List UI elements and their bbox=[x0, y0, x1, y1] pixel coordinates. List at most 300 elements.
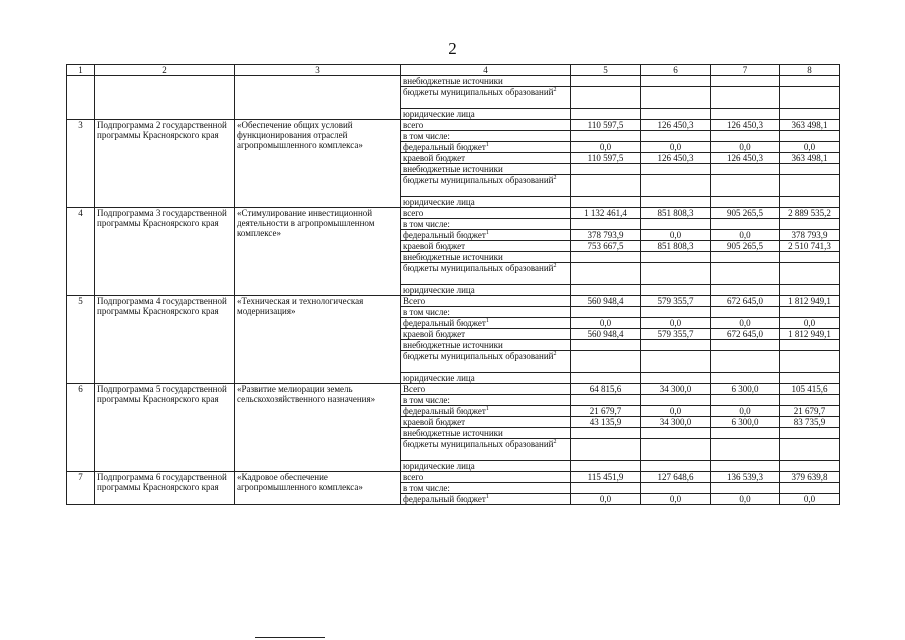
value-v6 bbox=[641, 153, 711, 164]
value-v5-text: 110 597,5 bbox=[587, 153, 624, 163]
footnote-mark: 1 bbox=[485, 318, 489, 324]
value-v5-text: 43 135,9 bbox=[589, 417, 622, 427]
value-v6 bbox=[641, 307, 711, 318]
value-v7 bbox=[711, 439, 780, 461]
value-v7-text: 6 300,0 bbox=[731, 384, 759, 394]
value-v7 bbox=[711, 252, 780, 263]
value-v5 bbox=[571, 340, 641, 351]
value-v6-text: 851 808,3 bbox=[657, 208, 694, 218]
value-v6 bbox=[641, 472, 711, 483]
value-v6-text: 579 355,7 bbox=[657, 296, 694, 306]
value-v7 bbox=[711, 76, 780, 87]
value-v6 bbox=[641, 494, 711, 505]
page-number: 2 bbox=[448, 39, 457, 58]
funding-source-text: юридические лица bbox=[403, 285, 475, 295]
value-v7 bbox=[711, 87, 780, 109]
funding-source-text: в том числе: bbox=[403, 219, 450, 229]
value-v6 bbox=[641, 87, 711, 109]
footnote-mark: 2 bbox=[553, 87, 557, 93]
value-v6 bbox=[641, 131, 711, 142]
value-v7-text: 0,0 bbox=[739, 230, 751, 240]
value-v6-text: 127 648,6 bbox=[657, 472, 694, 482]
value-v5 bbox=[571, 263, 641, 285]
value-v7 bbox=[711, 197, 780, 208]
funding-source-text: бюджеты муниципальных образований bbox=[403, 351, 554, 361]
value-v5 bbox=[571, 76, 641, 87]
value-v5 bbox=[571, 153, 641, 164]
value-v7 bbox=[711, 461, 780, 472]
value-v7 bbox=[711, 164, 780, 175]
program-name bbox=[235, 76, 401, 120]
value-v8-text: 105 415,6 bbox=[791, 384, 828, 394]
funding-source-text: бюджеты муниципальных образований bbox=[403, 175, 554, 185]
value-v5 bbox=[571, 461, 641, 472]
value-v6-text: 126 450,3 bbox=[657, 120, 694, 130]
funding-source bbox=[401, 263, 571, 285]
value-v8 bbox=[780, 263, 840, 285]
value-v8 bbox=[780, 395, 840, 406]
value-v8 bbox=[780, 439, 840, 461]
program-name-text: «Стимулирование инвестиционной деятельности в агропромышленном комплексе» bbox=[237, 208, 375, 238]
value-v8 bbox=[780, 340, 840, 351]
funding-source-text: краевой бюджет bbox=[403, 417, 466, 427]
value-v7-text: 6 300,0 bbox=[731, 417, 759, 427]
value-v5 bbox=[571, 318, 641, 329]
value-v6 bbox=[641, 384, 711, 395]
program-name bbox=[235, 472, 401, 505]
footnote-mark: 2 bbox=[553, 351, 557, 357]
value-v5-text: 110 597,5 bbox=[587, 120, 624, 130]
value-v8 bbox=[780, 307, 840, 318]
value-v8 bbox=[780, 406, 840, 417]
funding-source-text: внебюджетные источники bbox=[403, 76, 503, 86]
value-v8 bbox=[780, 153, 840, 164]
header-col-2: 2 bbox=[95, 65, 235, 76]
funding-source-text: в том числе: bbox=[403, 483, 450, 493]
program-cell bbox=[95, 472, 235, 505]
value-v8-text: 1 812 949,1 bbox=[788, 329, 831, 339]
row-number-text: 7 bbox=[78, 472, 83, 482]
row-number-text: 6 bbox=[78, 384, 83, 394]
value-v8-text: 379 639,8 bbox=[791, 472, 828, 482]
value-v6-text: 0,0 bbox=[669, 494, 682, 504]
footnote-separator bbox=[255, 637, 325, 638]
value-v5-text: 560 948,4 bbox=[587, 329, 624, 339]
value-v7-text: 0,0 bbox=[739, 406, 751, 416]
funding-source bbox=[401, 76, 571, 87]
value-v5 bbox=[571, 296, 641, 307]
value-v8 bbox=[780, 76, 840, 87]
value-v6 bbox=[641, 219, 711, 230]
program-cell-text: Подпрограмма 3 государственной программы Красноярского края bbox=[97, 208, 227, 228]
funding-source-text: всего bbox=[403, 120, 424, 130]
value-v6 bbox=[641, 285, 711, 296]
header-col-1: 1 bbox=[67, 65, 95, 76]
funding-source-text: внебюджетные источники bbox=[403, 252, 503, 262]
value-v5 bbox=[571, 230, 641, 241]
funding-source bbox=[401, 351, 571, 373]
value-v8-text: 2 889 535,2 bbox=[788, 208, 831, 218]
value-v7 bbox=[711, 241, 780, 252]
funding-source-text: в том числе: bbox=[403, 131, 450, 141]
footnote-mark: 1 bbox=[485, 494, 489, 500]
value-v6 bbox=[641, 406, 711, 417]
value-v7 bbox=[711, 351, 780, 373]
funding-source bbox=[401, 406, 571, 417]
funding-source-text: бюджеты муниципальных образований bbox=[403, 263, 554, 273]
value-v6 bbox=[641, 164, 711, 175]
funding-source-text: Всего bbox=[403, 384, 426, 394]
program-cell bbox=[95, 384, 235, 472]
value-v8 bbox=[780, 384, 840, 395]
value-v7-text: 136 539,3 bbox=[727, 472, 763, 482]
row-number bbox=[67, 208, 95, 296]
funding-source bbox=[401, 494, 571, 505]
funding-table bbox=[66, 64, 840, 505]
value-v5 bbox=[571, 329, 641, 340]
value-v7 bbox=[711, 230, 780, 241]
value-v6 bbox=[641, 417, 711, 428]
value-v8 bbox=[780, 120, 840, 131]
value-v6 bbox=[641, 340, 711, 351]
funding-source-text: всего bbox=[403, 472, 424, 482]
row-number bbox=[67, 296, 95, 384]
value-v8 bbox=[780, 329, 840, 340]
value-v5 bbox=[571, 131, 641, 142]
program-cell-text: Подпрограмма 6 государственной программы Красноярского края bbox=[97, 472, 227, 492]
footnote-mark: 1 bbox=[485, 406, 489, 412]
value-v7 bbox=[711, 142, 780, 153]
program-name-text: «Кадровое обеспечение агропромышленного комплекса» bbox=[237, 472, 363, 492]
value-v7 bbox=[711, 417, 780, 428]
value-v7-text: 126 450,3 bbox=[727, 153, 763, 163]
funding-source bbox=[401, 219, 571, 230]
value-v6 bbox=[641, 208, 711, 219]
value-v8 bbox=[780, 197, 840, 208]
funding-source bbox=[401, 285, 571, 296]
header-col-5: 5 bbox=[571, 65, 641, 76]
header-col-4: 4 bbox=[401, 65, 571, 76]
funding-source bbox=[401, 384, 571, 395]
value-v8 bbox=[780, 351, 840, 373]
funding-source bbox=[401, 483, 571, 494]
funding-source bbox=[401, 208, 571, 219]
value-v7 bbox=[711, 318, 780, 329]
row-number bbox=[67, 120, 95, 208]
funding-source-text: юридические лица bbox=[403, 197, 475, 207]
program-name-text: «Обеспечение общих условий функционирования отраслей агропромышленного комплекса» bbox=[237, 120, 363, 150]
value-v5 bbox=[571, 109, 641, 120]
funding-source-text: в том числе: bbox=[403, 395, 450, 405]
funding-source bbox=[401, 395, 571, 406]
value-v6 bbox=[641, 109, 711, 120]
value-v8-text: 363 498,1 bbox=[791, 120, 828, 130]
value-v7-text: 0,0 bbox=[739, 318, 751, 328]
funding-source-text: Всего bbox=[403, 296, 426, 306]
row-number-text: 4 bbox=[78, 208, 83, 218]
value-v8 bbox=[780, 428, 840, 439]
funding-source bbox=[401, 373, 571, 384]
value-v6 bbox=[641, 461, 711, 472]
value-v8 bbox=[780, 296, 840, 307]
table-row bbox=[67, 472, 840, 483]
value-v5-text: 753 667,5 bbox=[587, 241, 624, 251]
value-v7-text: 672 645,0 bbox=[727, 296, 763, 306]
value-v6 bbox=[641, 230, 711, 241]
footnote-mark: 2 bbox=[553, 439, 557, 445]
funding-source-text: юридические лица bbox=[403, 461, 475, 471]
funding-source bbox=[401, 417, 571, 428]
funding-source-text: бюджеты муниципальных образований bbox=[403, 87, 554, 97]
value-v6 bbox=[641, 329, 711, 340]
value-v5-text: 1 132 461,4 bbox=[584, 208, 627, 218]
funding-source-text: внебюджетные источники bbox=[403, 164, 503, 174]
program-cell-text: Подпрограмма 5 государственной программы Красноярского края bbox=[97, 384, 227, 404]
funding-source bbox=[401, 87, 571, 109]
value-v8 bbox=[780, 164, 840, 175]
value-v7 bbox=[711, 406, 780, 417]
value-v6 bbox=[641, 428, 711, 439]
funding-source bbox=[401, 197, 571, 208]
funding-source-text: федеральный бюджет bbox=[403, 494, 486, 504]
value-v6-text: 579 355,7 bbox=[657, 329, 694, 339]
footnote-mark: 2 bbox=[553, 263, 557, 269]
value-v7 bbox=[711, 428, 780, 439]
value-v8-text: 0,0 bbox=[803, 494, 816, 504]
value-v8 bbox=[780, 175, 840, 197]
value-v8 bbox=[780, 252, 840, 263]
funding-source bbox=[401, 461, 571, 472]
table-row bbox=[67, 120, 840, 131]
footnote-mark: 2 bbox=[553, 175, 557, 181]
funding-source-text: внебюджетные источники bbox=[403, 428, 503, 438]
table-row bbox=[67, 384, 840, 395]
funding-source-text: федеральный бюджет bbox=[403, 142, 486, 152]
value-v5 bbox=[571, 285, 641, 296]
value-v7 bbox=[711, 285, 780, 296]
value-v7 bbox=[711, 384, 780, 395]
funding-source-text: в том числе: bbox=[403, 307, 450, 317]
value-v5-text: 0,0 bbox=[599, 494, 612, 504]
value-v5 bbox=[571, 175, 641, 197]
value-v8 bbox=[780, 318, 840, 329]
footnote-mark: 1 bbox=[485, 230, 489, 236]
value-v8 bbox=[780, 241, 840, 252]
value-v7 bbox=[711, 175, 780, 197]
value-v8-text: 378 793,9 bbox=[791, 230, 828, 240]
value-v5-text: 21 679,7 bbox=[589, 406, 622, 416]
value-v8-text: 0,0 bbox=[803, 318, 816, 328]
value-v8-text: 2 510 741,3 bbox=[788, 241, 831, 251]
table-row bbox=[67, 208, 840, 219]
header-col-6: 6 bbox=[641, 65, 711, 76]
value-v7-text: 905 265,5 bbox=[727, 208, 763, 218]
value-v8 bbox=[780, 373, 840, 384]
value-v5-text: 560 948,4 bbox=[587, 296, 624, 306]
program-name bbox=[235, 120, 401, 208]
value-v5 bbox=[571, 219, 641, 230]
row-number-text: 5 bbox=[78, 296, 83, 306]
value-v5 bbox=[571, 197, 641, 208]
value-v7 bbox=[711, 120, 780, 131]
value-v5 bbox=[571, 406, 641, 417]
funding-source bbox=[401, 252, 571, 263]
value-v5-text: 0,0 bbox=[599, 142, 612, 152]
value-v6 bbox=[641, 395, 711, 406]
row-number-text: 3 bbox=[78, 120, 83, 130]
value-v8 bbox=[780, 472, 840, 483]
funding-source-text: федеральный бюджет bbox=[403, 230, 486, 240]
value-v5-text: 64 815,6 bbox=[589, 384, 622, 394]
row-number bbox=[67, 472, 95, 505]
value-v7 bbox=[711, 329, 780, 340]
program-cell-text: Подпрограмма 4 государственной программы Красноярского края bbox=[97, 296, 227, 316]
funding-source-text: всего bbox=[403, 208, 424, 218]
value-v6 bbox=[641, 252, 711, 263]
value-v8-text: 0,0 bbox=[803, 142, 816, 152]
value-v7 bbox=[711, 373, 780, 384]
value-v8-text: 21 679,7 bbox=[793, 406, 826, 416]
funding-source bbox=[401, 131, 571, 142]
value-v6 bbox=[641, 120, 711, 131]
value-v5 bbox=[571, 483, 641, 494]
value-v5 bbox=[571, 164, 641, 175]
value-v6 bbox=[641, 318, 711, 329]
value-v7 bbox=[711, 109, 780, 120]
value-v7 bbox=[711, 395, 780, 406]
program-name bbox=[235, 296, 401, 384]
value-v5 bbox=[571, 208, 641, 219]
value-v6 bbox=[641, 263, 711, 285]
row-number bbox=[67, 76, 95, 120]
funding-source bbox=[401, 296, 571, 307]
funding-source bbox=[401, 120, 571, 131]
table-row bbox=[67, 76, 840, 87]
value-v7 bbox=[711, 208, 780, 219]
footnote-mark: 1 bbox=[485, 142, 489, 148]
funding-source-text: юридические лица bbox=[403, 373, 475, 383]
value-v8 bbox=[780, 230, 840, 241]
funding-source-text: федеральный бюджет bbox=[403, 318, 486, 328]
value-v8 bbox=[780, 142, 840, 153]
value-v8 bbox=[780, 417, 840, 428]
value-v5 bbox=[571, 241, 641, 252]
table-row bbox=[67, 296, 840, 307]
value-v5 bbox=[571, 472, 641, 483]
funding-source-text: юридические лица bbox=[403, 109, 475, 119]
value-v6-text: 126 450,3 bbox=[657, 153, 694, 163]
value-v5-text: 0,0 bbox=[599, 318, 612, 328]
value-v6 bbox=[641, 76, 711, 87]
value-v5 bbox=[571, 252, 641, 263]
value-v5-text: 378 793,9 bbox=[587, 230, 624, 240]
value-v6-text: 0,0 bbox=[669, 406, 682, 416]
value-v6 bbox=[641, 142, 711, 153]
value-v5 bbox=[571, 142, 641, 153]
program-cell-text: Подпрограмма 2 государственной программы Красноярского края bbox=[97, 120, 227, 140]
funding-source bbox=[401, 230, 571, 241]
value-v5-text: 115 451,9 bbox=[587, 472, 624, 482]
value-v5 bbox=[571, 373, 641, 384]
value-v7 bbox=[711, 263, 780, 285]
value-v6-text: 0,0 bbox=[669, 142, 682, 152]
funding-source bbox=[401, 241, 571, 252]
value-v8 bbox=[780, 285, 840, 296]
header-col-8: 8 bbox=[780, 65, 840, 76]
value-v8-text: 1 812 949,1 bbox=[788, 296, 831, 306]
funding-source-text: краевой бюджет bbox=[403, 153, 466, 163]
program-name bbox=[235, 208, 401, 296]
value-v5 bbox=[571, 307, 641, 318]
value-v5 bbox=[571, 395, 641, 406]
value-v7 bbox=[711, 131, 780, 142]
funding-source bbox=[401, 153, 571, 164]
value-v6 bbox=[641, 351, 711, 373]
value-v5 bbox=[571, 384, 641, 395]
value-v7 bbox=[711, 153, 780, 164]
value-v6-text: 34 300,0 bbox=[659, 384, 692, 394]
value-v7-text: 0,0 bbox=[739, 142, 751, 152]
funding-source bbox=[401, 109, 571, 120]
value-v6 bbox=[641, 197, 711, 208]
value-v7-text: 126 450,3 bbox=[727, 120, 763, 130]
program-cell bbox=[95, 208, 235, 296]
value-v8 bbox=[780, 494, 840, 505]
value-v7-text: 905 265,5 bbox=[727, 241, 763, 251]
value-v7 bbox=[711, 472, 780, 483]
value-v7 bbox=[711, 483, 780, 494]
funding-source bbox=[401, 439, 571, 461]
value-v7 bbox=[711, 219, 780, 230]
value-v6-text: 0,0 bbox=[669, 318, 682, 328]
value-v5 bbox=[571, 494, 641, 505]
value-v6 bbox=[641, 296, 711, 307]
value-v7-text: 0,0 bbox=[739, 494, 751, 504]
value-v5 bbox=[571, 439, 641, 461]
funding-source bbox=[401, 472, 571, 483]
value-v5 bbox=[571, 87, 641, 109]
value-v6 bbox=[641, 439, 711, 461]
value-v8-text: 363 498,1 bbox=[791, 153, 828, 163]
funding-source bbox=[401, 428, 571, 439]
value-v8 bbox=[780, 461, 840, 472]
program-cell bbox=[95, 296, 235, 384]
header-col-7: 7 bbox=[711, 65, 780, 76]
value-v7-text: 672 645,0 bbox=[727, 329, 763, 339]
row-number bbox=[67, 384, 95, 472]
funding-source-text: краевой бюджет bbox=[403, 241, 466, 251]
funding-source-text: внебюджетные источники bbox=[403, 340, 503, 350]
value-v8 bbox=[780, 219, 840, 230]
funding-source bbox=[401, 329, 571, 340]
value-v5 bbox=[571, 351, 641, 373]
value-v7 bbox=[711, 494, 780, 505]
funding-source bbox=[401, 142, 571, 153]
value-v6-text: 34 300,0 bbox=[659, 417, 692, 427]
value-v8 bbox=[780, 109, 840, 120]
header-col-3: 3 bbox=[235, 65, 401, 76]
value-v8 bbox=[780, 483, 840, 494]
value-v8 bbox=[780, 131, 840, 142]
value-v5 bbox=[571, 417, 641, 428]
value-v7 bbox=[711, 307, 780, 318]
value-v7 bbox=[711, 340, 780, 351]
funding-source-text: бюджеты муниципальных образований bbox=[403, 439, 554, 449]
program-cell bbox=[95, 76, 235, 120]
funding-source bbox=[401, 318, 571, 329]
value-v6 bbox=[641, 241, 711, 252]
funding-source bbox=[401, 164, 571, 175]
